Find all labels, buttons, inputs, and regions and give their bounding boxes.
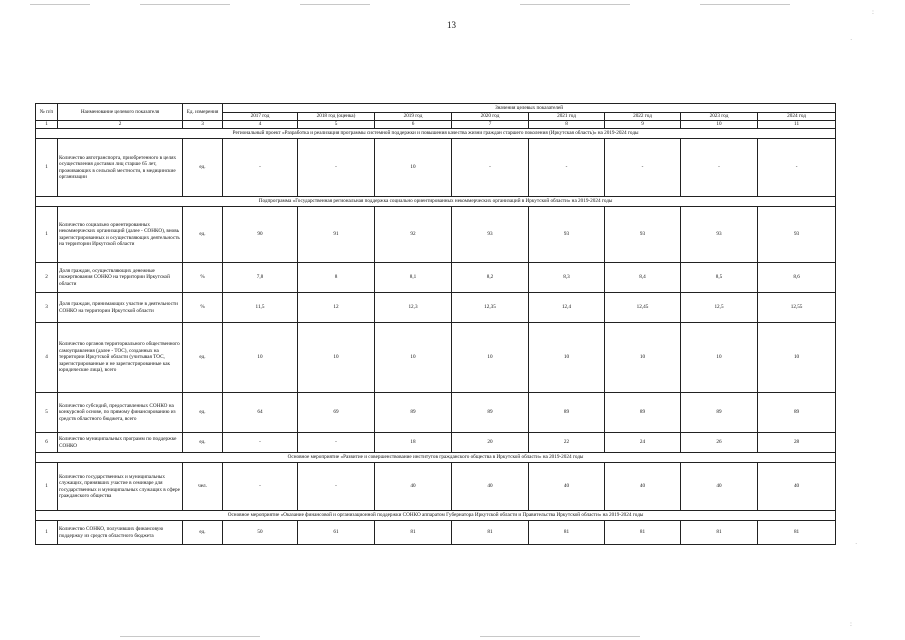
unit: ед. (183, 323, 223, 393)
row-num: 6 (36, 433, 58, 453)
scan-artifact-line (480, 636, 640, 637)
table-row (36, 293, 836, 323)
unit: ед. (183, 433, 223, 453)
indicator-value: 10 (223, 323, 298, 393)
unit: ед. (183, 393, 223, 433)
indicator-value: 91 (298, 207, 375, 263)
section-title: Основное мероприятие «Оказание финансовой и организационной поддержки СОНКО аппаратом Губернатора Иркутской области и Правительства Иркутской области» на 2019-2024 годы (36, 511, 836, 521)
column-number: 7 (452, 121, 529, 129)
indicator-name: Доля граждан, осуществляющих денежные пожертвования СОНКО на территории Иркутской области (58, 263, 183, 293)
column-number: 11 (758, 121, 836, 129)
table-row (36, 433, 836, 453)
row-num: 5 (36, 393, 58, 433)
indicator-value: 12,35 (452, 293, 529, 323)
row-num: 4 (36, 323, 58, 393)
header-year: 2023 год (681, 113, 758, 121)
indicator-value: 24 (605, 433, 681, 453)
indicator-value: 81 (605, 521, 681, 545)
indicator-value: 50 (223, 521, 298, 545)
scan-artifact-line (300, 4, 370, 5)
indicator-value: 10 (758, 323, 836, 393)
indicator-name: Количество муниципальных программ по поддержке СОНКО (58, 433, 183, 453)
unit: ед. (183, 139, 223, 197)
column-numbers-row (36, 121, 836, 129)
indicator-value: 8 (298, 263, 375, 293)
section-title: Подпрограмма «Государственная региональная поддержка социально ориентированных некоммерческих организаций в Иркутской области» на 2019-2024 годы (36, 197, 836, 207)
indicator-value: - (605, 139, 681, 197)
section-title: Основное мероприятие «Развитие и совершенствование институтов гражданского общества в Иркутской области» на 2019-2024 годы (36, 453, 836, 463)
indicator-value: - (223, 433, 298, 453)
header-year: 2017 год (223, 113, 298, 121)
indicator-value: 8,3 (529, 263, 605, 293)
indicator-value: - (298, 139, 375, 197)
unit: чел. (183, 463, 223, 511)
indicator-value: - (298, 433, 375, 453)
indicator-value: 10 (452, 323, 529, 393)
indicator-value: 10 (529, 323, 605, 393)
scan-artifact-line (30, 4, 90, 5)
indicator-value: 81 (375, 521, 452, 545)
indicator-value: 81 (681, 521, 758, 545)
indicator-value: 40 (375, 463, 452, 511)
table-row (36, 463, 836, 511)
indicator-value: 93 (605, 207, 681, 263)
row-num: 1 (36, 139, 58, 197)
indicator-value: 61 (298, 521, 375, 545)
section-row (36, 197, 836, 207)
indicator-value: 40 (681, 463, 758, 511)
header-year: 2020 год (452, 113, 529, 121)
column-number: 4 (223, 121, 298, 129)
indicator-value: 40 (758, 463, 836, 511)
row-num: 2 (36, 263, 58, 293)
header-year: 2019 год (375, 113, 452, 121)
table-row (36, 139, 836, 197)
indicator-value: 93 (681, 207, 758, 263)
indicator-value: 8,5 (681, 263, 758, 293)
indicator-value: 10 (298, 323, 375, 393)
scan-artifact-line (120, 636, 260, 637)
scan-artifact-mark: : (872, 8, 874, 16)
scan-artifact-line (520, 4, 630, 5)
indicator-value: 89 (681, 393, 758, 433)
section-row (36, 453, 836, 463)
indicator-value: 11,5 (223, 293, 298, 323)
page-number: 13 (447, 20, 456, 30)
table-row (36, 521, 836, 545)
column-number: 5 (298, 121, 375, 129)
indicator-name: Количество органов территориального общественного самоуправления (далее - ТОС), созданных на территории Иркутской области (учитывая ТОС, зарегистрированные и не зарегистрированные как юридические лица), всего (58, 323, 183, 393)
column-number: 10 (681, 121, 758, 129)
indicator-value: - (681, 139, 758, 197)
indicator-value: - (298, 463, 375, 511)
indicator-value: 8,4 (605, 263, 681, 293)
indicator-value: 40 (452, 463, 529, 511)
header-values-group: Значения целевых показателей (223, 104, 836, 113)
indicator-value: 93 (452, 207, 529, 263)
indicator-value: 89 (452, 393, 529, 433)
indicator-value: 12,4 (529, 293, 605, 323)
indicator-name: Доля граждан, принимающих участие в деятельности СОНКО на территории Иркутской области (58, 293, 183, 323)
indicator-value: 8,6 (758, 263, 836, 293)
indicator-value: 81 (758, 521, 836, 545)
unit: % (183, 263, 223, 293)
indicator-name: Количество субсидий, предоставленных СОНКО на конкурсной основе, по прямому финансированию из средств областного бюджета, всего (58, 393, 183, 433)
table-row (36, 393, 836, 433)
header-num: № п/п (36, 104, 58, 121)
indicator-value: 26 (681, 433, 758, 453)
indicator-value: - (452, 139, 529, 197)
column-number: 8 (529, 121, 605, 129)
indicator-value: - (529, 139, 605, 197)
table-body (36, 121, 836, 545)
indicator-value: 10 (605, 323, 681, 393)
indicator-value: - (758, 139, 836, 197)
indicator-value: 12,3 (375, 293, 452, 323)
indicator-value: 89 (375, 393, 452, 433)
indicator-value: 93 (529, 207, 605, 263)
column-number: 9 (605, 121, 681, 129)
indicator-value: 10 (375, 323, 452, 393)
indicator-value: 12,55 (758, 293, 836, 323)
table-row (36, 263, 836, 293)
indicator-value: 28 (758, 433, 836, 453)
scan-artifact-mark: · (855, 540, 858, 548)
section-row (36, 129, 836, 139)
indicator-value: 8,2 (452, 263, 529, 293)
indicator-name: Количество автотранспорта, приобретенного в целях осуществления доставки лиц старше 65 лет, проживающих в сельской местности, в медицинские организации (58, 139, 183, 197)
section-title: Региональный проект «Разработка и реализация программы системной поддержки и повышения качества жизни граждан старшего поколения (Иркутская область)» на 2019-2024 годы (36, 129, 836, 139)
scan-artifact-mark: : (850, 620, 852, 628)
indicator-value: 81 (452, 521, 529, 545)
header-year: 2022 год (605, 113, 681, 121)
row-num: 1 (36, 207, 58, 263)
table-row (36, 323, 836, 393)
row-num: 1 (36, 521, 58, 545)
indicator-value: 93 (758, 207, 836, 263)
indicator-value: 89 (605, 393, 681, 433)
scan-artifact-line (140, 4, 230, 5)
indicator-value: 12,45 (605, 293, 681, 323)
row-num: 1 (36, 463, 58, 511)
header-name: Наименование целевого показателя (58, 104, 183, 121)
indicator-value: 89 (758, 393, 836, 433)
indicator-value: 90 (223, 207, 298, 263)
indicator-value: 92 (375, 207, 452, 263)
section-row (36, 511, 836, 521)
indicator-value: 10 (375, 139, 452, 197)
header-year: 2021 год (529, 113, 605, 121)
unit: ед. (183, 207, 223, 263)
unit: % (183, 293, 223, 323)
indicator-value: 8,1 (375, 263, 452, 293)
row-num: 3 (36, 293, 58, 323)
scan-artifact-mark: · (850, 36, 853, 44)
unit: ед. (183, 521, 223, 545)
indicator-value: 12,5 (681, 293, 758, 323)
indicator-value: 10 (681, 323, 758, 393)
indicator-value: 69 (298, 393, 375, 433)
column-number: 3 (183, 121, 223, 129)
indicator-name: Количество государственных и муниципальных служащих, принявших участие в семинаре для государственных и муниципальных служащих в сфере гражданского общества (58, 463, 183, 511)
indicator-value: - (223, 463, 298, 511)
indicator-value: - (223, 139, 298, 197)
scan-artifact-line (700, 4, 790, 5)
indicator-value: 12 (298, 293, 375, 323)
header-year: 2024 год (758, 113, 836, 121)
column-number: 1 (36, 121, 58, 129)
indicator-value: 64 (223, 393, 298, 433)
indicator-value: 18 (375, 433, 452, 453)
indicator-value: 81 (529, 521, 605, 545)
indicator-name: Количество СОНКО, получивших финансовую поддержку из средств областного бюджета (58, 521, 183, 545)
header-unit: Ед. измерения (183, 104, 223, 121)
column-number: 2 (58, 121, 183, 129)
indicator-value: 7,8 (223, 263, 298, 293)
indicators-table (35, 103, 836, 545)
header-year: 2018 год (оценка) (298, 113, 375, 121)
indicator-value: 22 (529, 433, 605, 453)
indicator-value: 40 (529, 463, 605, 511)
table-row (36, 207, 836, 263)
indicator-value: 40 (605, 463, 681, 511)
indicator-value: 89 (529, 393, 605, 433)
indicator-value: 20 (452, 433, 529, 453)
indicator-name: Количество социально ориентированных некоммерческих организаций (далее - СОНКО), вновь зарегистрированных и осуществляющих деятельность на территории Иркутской области (58, 207, 183, 263)
column-number: 6 (375, 121, 452, 129)
